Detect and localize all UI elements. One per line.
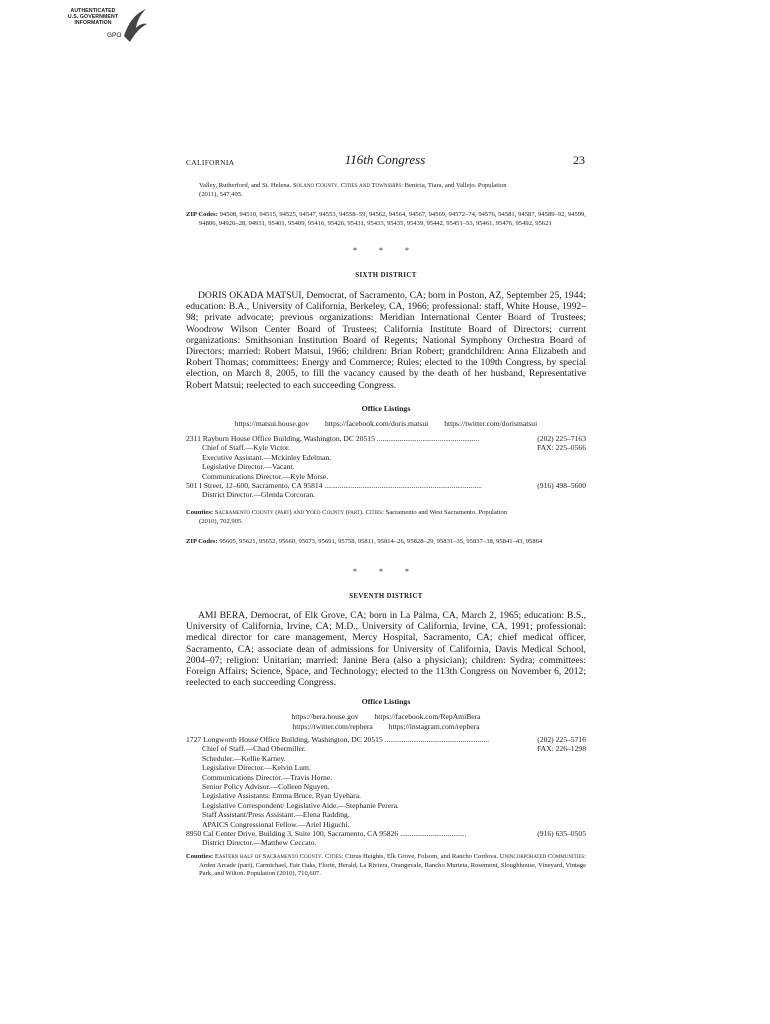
phone-number: (916) 635–0505 <box>537 829 586 839</box>
office-row: 8950 Cal Center Drive, Building 3, Suite 100, Sacramento, CA 95826 ................................... (916) 635–0505 <box>186 829 586 839</box>
staff-entry: Legislative Director.—Vacant. <box>202 462 295 472</box>
staff-entry: Chief of Staff.—Kyle Victor. <box>202 443 291 453</box>
facebook-link[interactable]: https://facebook.com/doris.matsui <box>324 419 429 428</box>
staff-entry: Legislative Correspondent/ Legislative Aide.—Stephanie Perera. <box>202 800 399 810</box>
staff-entry: Senior Policy Advisor.—Colleen Nguyen. <box>202 782 330 792</box>
staff-entry: Chief of Staff.—Chad Obermiller. <box>202 744 306 754</box>
sixth-office-listings-heading: Office Listings <box>361 404 411 413</box>
staff-entry: Staff Assistant/Press Assistant.—Elena Radding. <box>202 810 350 820</box>
sixth-counties: Counties: Sacramento County (part) and Yolo County (part). Cities: Sacramento and West Sacramento. Population (2010), 702,905. <box>186 509 508 525</box>
gpo-label: GPO <box>107 32 122 39</box>
seventh-district-bio: AMI BERA, Democrat, of Elk Grove, CA; born in La Palma, CA, March 2, 1965; education: B.S., University of California, Irvine, CA; M.D., University of California, Irvine, CA, 1991; professional: medical director for care management, Mercy Hospital, Sacramento, CA; chief medical officer, Sacramento, CA; associate dean of admissions for University of California, Davis Medical School, 2004–07; religion: Unitarian; married: Janine Bera (also a physician); children: Sydra; committees: Foreign Affairs; Science, Space, and Technology; elected to the 113th Congress on November 6, 2012; reelected to each succeeding Congress. <box>186 610 586 689</box>
sixth-web-links <box>186 419 586 429</box>
sixth-zip-codes: ZIP Codes: 95605, 95621, 95652, 95660, 95673, 95691, 95758, 95811, 95814–26, 95828–29, 95831–35, 95837–38, 95841–43, 95864 <box>186 538 543 545</box>
seventh-office-listings-heading: Office Listings <box>361 697 411 706</box>
staff-entry: Legislative Director.—Kelvin Lum. <box>202 763 311 773</box>
section-separator: * * * <box>353 246 419 255</box>
office-row: 1727 Longworth House Office Building, Washington, DC 20515 ....................................................... (202) 225–5716 <box>186 735 586 744</box>
facebook-link[interactable]: https://facebook.com/RepAmiBera <box>374 712 481 721</box>
sixth-district-heading: SIXTH DISTRICT <box>355 272 417 279</box>
fifth-district-tail: Valley, Rutherford, and St. Helena. Solano County. Cities and Townships: Benicia, Tiara, and Vallejo. Population (2011), 547,495. <box>199 182 507 198</box>
fifth-district-zip-codes: ZIP Codes: 94508, 94510, 94515, 94525, 94547, 94553, 94558–59, 94562, 94564, 94567, 94569, 94572–74, 94576, 94581, 94587, 94589–92, 94599, 94806, 94926–28, 94931, 95401, 95409, 95416, 95426, 95431, 95433, 95435, 95439, 95442, 95451–53, 95461, 95476, 95492, 95621 <box>186 211 586 227</box>
gpo-authentication-logo <box>62 6 152 50</box>
staff-entry: Legislative Assistants: Emma Bruce, Ryan Uyehara. <box>202 791 361 801</box>
staff-entry: District Director.—Glenda Corcoran. <box>202 490 316 500</box>
office-row: 501 I Street, 12–600, Sacramento, CA 95814 ................................................................................... (916) 498–5600 <box>186 481 586 491</box>
fax-number: FAX: 225–0566 <box>536 443 586 453</box>
website-link[interactable]: https://bera.house.gov <box>291 712 359 721</box>
phone-number: (916) 498–5600 <box>537 481 586 491</box>
staff-entry: Communications Director.—Travis Horne. <box>202 772 333 782</box>
staff-entry: Executive Assistant.—Mckinley Edelman. <box>202 452 332 462</box>
staff-entry: APAICS Congressional Fellow.—Ariel Higuchi. <box>202 819 350 829</box>
phone-number: (202) 225–7163 <box>537 434 586 443</box>
page-number: 23 <box>573 153 585 167</box>
website-link[interactable]: https://matsui.house.gov <box>234 419 310 428</box>
seventh-counties: Counties: Eastern half of Sacramento County. Cities: Citrus Heights, Elk Grove, Folsom, and Rancho Cordova. Unincorporated Communities: Arden Arcade (part), Carmichael, Fair Oaks, Florin, Herald, La Riviera, Orangevale, Rancho Murieta, Rosemont, Sloughhouse, Vineyard, Vintage Park, and Wilton. Population (2010), 710,607. <box>186 853 587 878</box>
phone-number: (202) 225–5716 <box>537 735 586 744</box>
seventh-office-listings <box>186 735 586 848</box>
sixth-office-listings <box>186 434 586 500</box>
staff-entry: District Director.—Matthew Ceccato. <box>202 838 317 848</box>
section-separator: * * * <box>353 567 419 576</box>
seventh-web-links <box>186 712 586 732</box>
instagram-link[interactable]: https://instagram.com/repbera <box>388 722 480 731</box>
twitter-link[interactable]: https://twitter.com/dorismatsui <box>444 419 538 428</box>
running-head-congress: 116th Congress <box>344 152 426 167</box>
running-head-state: CALIFORNIA <box>186 158 235 167</box>
seventh-district-heading: SEVENTH DISTRICT <box>349 593 423 600</box>
staff-entry: Scheduler.—Kellie Karney. <box>202 753 286 763</box>
staff-entry: Communications Director.—Kyle Morse. <box>202 471 329 481</box>
eagle-icon <box>120 6 150 46</box>
sixth-district-bio: DORIS OKADA MATSUI, Democrat, of Sacramento, CA; born in Poston, AZ, September 25, 1944; education: B.A., University of California, Berkeley, CA, 1966; professional: staff, White House, 1992–98; private advocate; previous organizations: Meridian International Center Board of Trustees; Woodrow Wilson Center Board of Trustees; California Institute Board of Directors; current organizations: Smithsonian Institution Board of Regents; National Symphony Orchestra Board of Directors; married: Robert Matsui, 1966; children: Brian Robert; grandchildren: Anna Elizabeth and Robert Thomas; committees: Energy and Commerce; Rules; elected to the 109th Congress, by special election, on March 8, 2005, to fill the vacancy caused by the death of her husband, Representative Robert Matsui; reelected to each succeeding Congress. <box>186 290 586 391</box>
fax-number: FAX: 226–1298 <box>536 744 586 754</box>
twitter-link[interactable]: https://twitter.com/repbera <box>292 722 373 731</box>
logo-text: AUTHENTICATED U.S. GOVERNMENT INFORMATION <box>67 8 119 26</box>
office-row: 2311 Rayburn House Office Building, Washington, DC 20515 ...................................................... (202) 225–7163 <box>186 434 586 443</box>
